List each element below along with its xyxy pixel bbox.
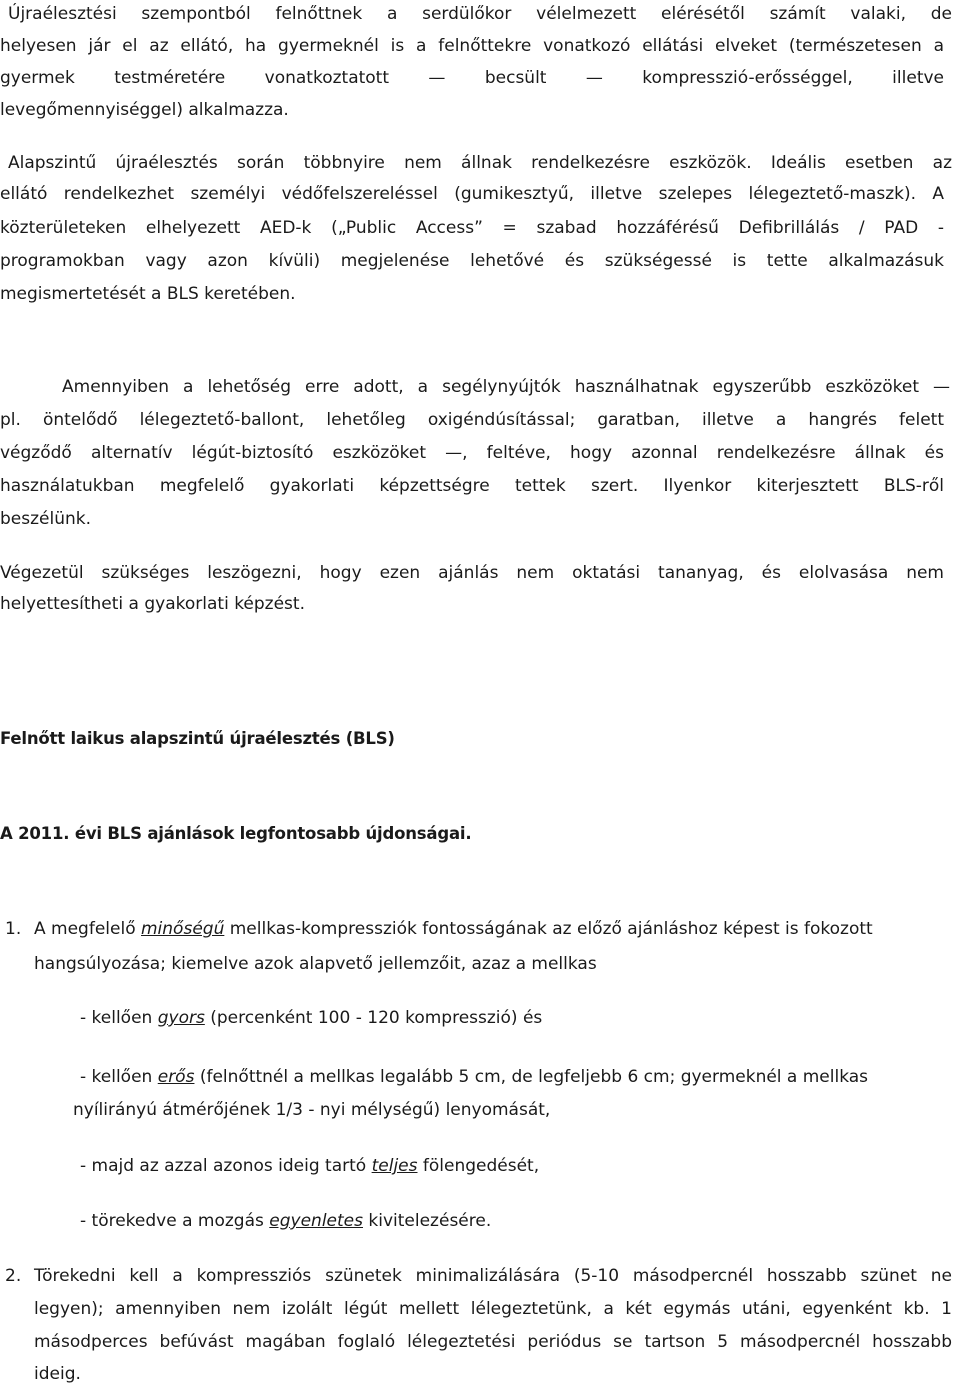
para3-line: végződő alternatív légút-biztosító eszközöket —, feltéve, hogy azonnal rendelkezésre állnak és [0, 443, 944, 463]
para3-line: használatukban megfelelő gyakorlati képzettségre tettek szert. Ilyenkor kiterjesztett BLS-ről [0, 476, 944, 496]
list-number: 1. [5, 919, 22, 939]
bullet-line: nyílirányú átmérőjének 1/3 - nyi mélységű) lenyomását, [73, 1100, 551, 1120]
para3-line: Amennyiben a lehetőség erre adott, a segélynyújtók használhatnak egyszerűbb eszközöket — [62, 377, 950, 397]
para2-line: közterületeken elhelyezett AED-k („Public Access” = szabad hozzáférésű Defibrillálás / PAD - [0, 218, 944, 238]
list-item-line: legyen); amennyiben nem izolált légút mellett lélegeztetünk, a két egymás utáni, egyenként kb. 1 [34, 1299, 952, 1319]
para4-line: helyettesítheti a gyakorlati képzést. [0, 594, 305, 614]
list-item-line: Törekedni kell a kompressziós szünetek minimalizálására (5-10 másodpercnél hosszabb szünet ne [34, 1266, 952, 1286]
para4-line: Végezetül szükséges leszögezni, hogy ezen ajánlás nem oktatási tananyag, és elolvasása nem [0, 563, 944, 583]
para2-line: programokban vagy azon kívüli) megjelenése lehetővé és szükségessé is tette alkalmazásuk [0, 251, 944, 271]
section-heading: Felnőtt laikus alapszintű újraélesztés (BLS) [0, 729, 395, 748]
list-item-line: másodperces befúvást magában foglaló lélegeztetési periódus se tartson 5 másodpercnél hosszabb [34, 1332, 952, 1352]
list-item-line: hangsúlyozása; kiemelve azok alapvető jellemzőit, azaz a mellkas [34, 954, 597, 974]
para1-line: Újraélesztési szempontból felnőttnek a serdülőkor vélelmezett elérésétől számít valaki, de [8, 4, 952, 24]
bullet-line: - majd az azzal azonos ideig tartó teljes fölengedését, [80, 1156, 540, 1176]
list-number: 2. [5, 1266, 22, 1286]
para1-line: gyermek testméretére vonatkoztatott — becsült — kompresszió-erősséggel, illetve [0, 68, 944, 88]
list-item-line: ideig. [34, 1364, 81, 1384]
para3-line: pl. öntelődő lélegeztető-ballont, lehetőleg oxigéndúsítással; garatban, illetve a hangrés felett [0, 410, 944, 430]
subsection-heading: A 2011. évi BLS ajánlások legfontosabb újdonságai. [0, 824, 472, 843]
para1-line: helyesen jár el az ellátó, ha gyermeknél is a felnőttekre vonatkozó ellátási elveket (természetesen a [0, 36, 944, 56]
para3-line: beszélünk. [0, 509, 92, 529]
para2-line: megismertetését a BLS keretében. [0, 284, 296, 304]
bullet-line: - kellően erős (felnőttnél a mellkas legalább 5 cm, de legfeljebb 6 cm; gyermeknél a mellkas [80, 1067, 869, 1087]
bullet-line: - törekedve a mozgás egyenletes kivitelezésére. [80, 1211, 492, 1231]
bullet-line: - kellően gyors (percenként 100 - 120 kompresszió) és [80, 1008, 543, 1028]
para2-line: Alapszintű újraélesztés során többnyire nem állnak rendelkezésre eszközök. Ideális esetben az [8, 153, 952, 173]
para2-line: ellátó rendelkezhet személyi védőfelszereléssel (gumikesztyű, illetve szelepes lélegeztető-maszk). A [0, 184, 944, 204]
para1-line: levegőmennyiséggel) alkalmazza. [0, 100, 289, 120]
list-item-line: A megfelelő minőségű mellkas-kompressziók fontosságának az előző ajánláshoz képest is fokozott [34, 919, 873, 939]
